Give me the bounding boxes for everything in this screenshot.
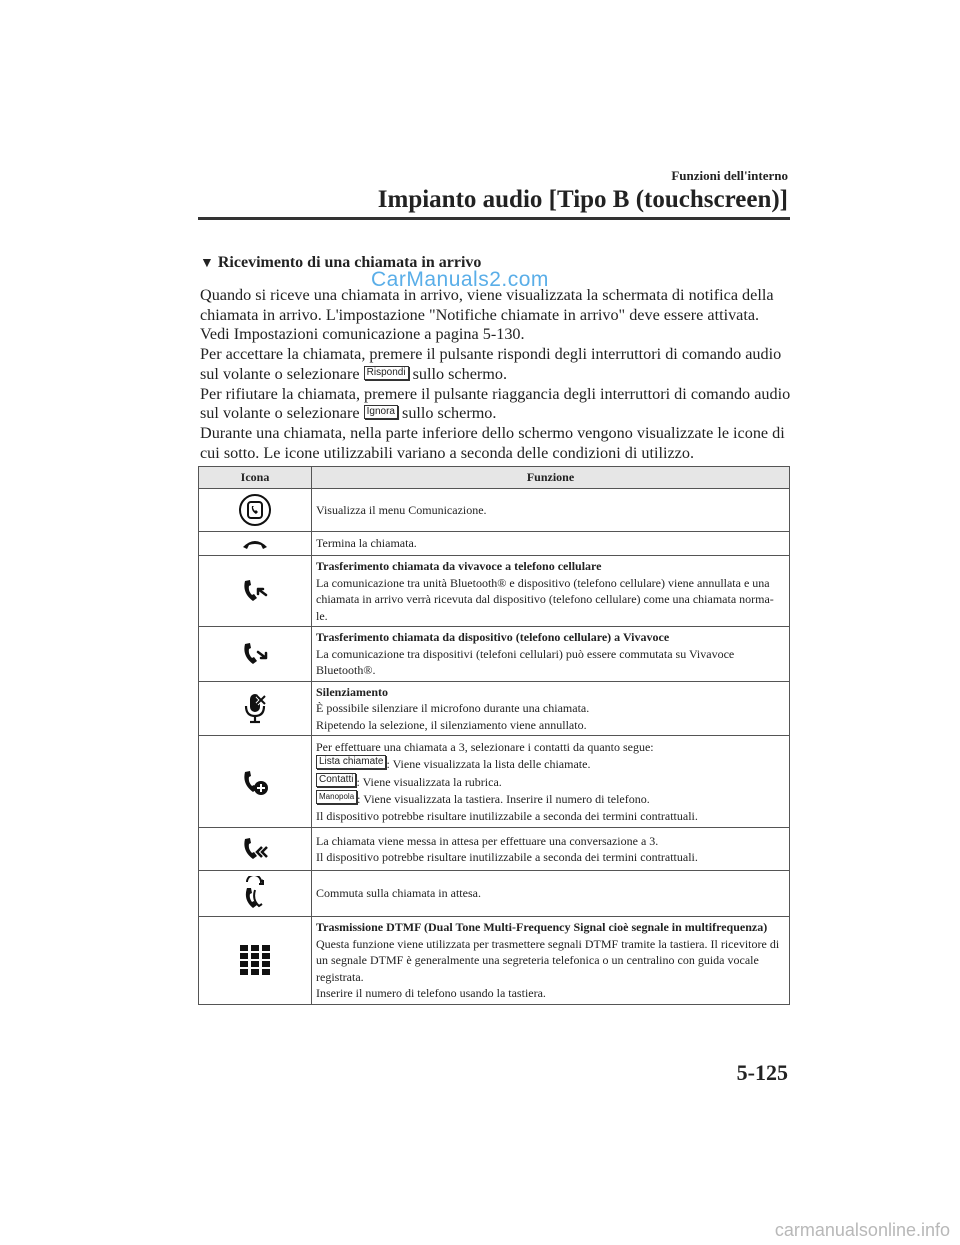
desc-line: un segnale DTMF è generalmente una segreteria telefonica o un centralino con guida vocale — [316, 953, 759, 967]
table-row — [199, 828, 790, 871]
contacts-button-graphic: Contatti — [316, 773, 356, 787]
desc-cell — [312, 627, 790, 682]
desc-line: Questa funzione viene utilizzata per trasmettere segnali DTMF tramite la tastiera. Il ricevitore di — [316, 936, 780, 951]
desc-title: Trasmissione DTMF (Dual Tone Multi-Frequency Signal cioè segnale in multifrequenza) — [316, 920, 768, 934]
desc-cell — [312, 489, 790, 532]
desc-line: Bluetooth®. — [316, 663, 376, 677]
ignore-button-graphic: Ignora — [364, 405, 398, 419]
triangle-bullet-icon: ▼ — [200, 256, 214, 271]
icon-cell — [199, 556, 312, 627]
line-text: : Viene visualizzata la lista delle chiamate. — [386, 757, 591, 772]
paragraph-line: cui sotto. Le icone utilizzabili variano a seconda delle condizioni di utilizzo. — [200, 443, 695, 462]
paragraph-line: Durante una chiamata, nella parte inferiore dello schermo vengono visualizzate le icone di — [200, 423, 785, 442]
footer-watermark: carmanualsonline.info — [774, 1220, 950, 1240]
line-text: : Viene visualizzata la tastiera. Inserire il numero di telefono. — [357, 792, 650, 807]
desc-cell — [312, 871, 790, 917]
col-function-header: Funzione — [312, 467, 790, 489]
page-number: 5-125 — [736, 1060, 788, 1085]
mute-microphone-icon — [242, 691, 268, 725]
section-name: Funzioni dell'interno — [671, 168, 788, 183]
desc-cell — [312, 828, 790, 871]
table-row — [199, 627, 790, 682]
desc-title: Trasferimento chiamata da vivavoce a telefono cellulare — [316, 559, 602, 573]
paragraph-line: chiamata in arrivo. L'impostazione "Notifiche chiamate in arrivo" deve essere attivata. — [200, 305, 760, 324]
table-row — [199, 917, 790, 1005]
line-text: sullo schermo. — [402, 404, 497, 423]
paragraph-line: Per rifiutare la chiamata, premere il pulsante riaggancia degli interruttori di comando audio — [200, 384, 791, 403]
icon-cell — [199, 627, 312, 682]
heading-text: Ricevimento di una chiamata in arrivo — [217, 254, 482, 271]
desc-line: La comunicazione tra dispositivi (telefoni cellulari) può essere commutata su Vivavoce — [316, 646, 735, 661]
page-title: Impianto audio [Tipo B (touchscreen)] — [377, 186, 788, 213]
phone-menu-icon — [238, 493, 272, 527]
desc-line: La comunicazione tra unità Bluetooth® e dispositivo (telefono cellulare) viene annullata e una — [316, 575, 770, 590]
desc-line: Il dispositivo potrebbe risultare inutilizzabile a seconda dei termini contrattuali. — [316, 850, 698, 864]
call-list-button-graphic: Lista chiamate — [316, 755, 386, 769]
desc-line — [316, 773, 785, 791]
icon-cell — [199, 917, 312, 1005]
desc-line: Inserire il numero di telefono usando la tastiera. — [316, 986, 546, 1000]
desc-line — [316, 755, 785, 773]
transfer-to-handsfree-icon — [239, 638, 271, 670]
icon-cell — [199, 532, 312, 556]
desc-text: Commuta sulla chiamata in attesa. — [316, 886, 481, 901]
intro-paragraph — [200, 286, 800, 463]
watermark: CarManuals2.com — [371, 268, 549, 291]
swap-call-icon — [239, 876, 271, 912]
paragraph-line: Quando si riceve una chiamata in arrivo, viene visualizzata la schermata di notifica della — [200, 286, 774, 304]
keypad-button-graphic: Manopola — [316, 790, 357, 804]
table-row — [199, 681, 790, 736]
desc-text: Termina la chiamata. — [316, 536, 417, 551]
answer-button-graphic: Rispondi — [364, 366, 409, 380]
line-text: sul volante o selezionare — [200, 364, 360, 383]
desc-title: Trasferimento chiamata da dispositivo (telefono cellulare) a Vivavoce — [316, 630, 670, 644]
table-header-row — [199, 467, 790, 489]
icon-cell — [199, 681, 312, 736]
line-text: : Viene visualizzata la rubrica. — [356, 774, 502, 789]
table-row — [199, 736, 790, 828]
table-row — [199, 489, 790, 532]
col-icon-header: Icona — [199, 467, 312, 489]
desc-cell — [312, 556, 790, 627]
desc-line: le. — [316, 608, 328, 623]
icon-cell — [199, 736, 312, 828]
desc-cell — [312, 736, 790, 828]
desc-text: Visualizza il menu Comunicazione. — [316, 502, 487, 517]
header-divider — [198, 217, 790, 220]
keypad-icon — [238, 943, 272, 977]
icon-cell — [199, 828, 312, 871]
function-table — [198, 466, 790, 1005]
paragraph-line — [200, 365, 800, 385]
desc-title: Silenziamento — [316, 684, 388, 699]
paragraph-line — [200, 404, 800, 424]
desc-line: La chiamata viene messa in attesa per effettuare una conversazione a 3. — [316, 833, 659, 848]
desc-line: È possibile silenziare il microfono durante una chiamata. — [316, 701, 590, 715]
paragraph-line: Vedi Impostazioni comunicazione a pagina 5-130. — [200, 325, 525, 344]
desc-line: registrata. — [316, 969, 364, 984]
desc-line — [316, 790, 785, 808]
desc-line: Ripetendo la selezione, il silenziamento viene annullato. — [316, 717, 587, 732]
desc-line: Il dispositivo potrebbe risultare inutilizzabile a seconda dei termini contrattuali. — [316, 808, 698, 823]
desc-cell — [312, 917, 790, 1005]
desc-cell — [312, 681, 790, 736]
desc-cell — [312, 532, 790, 556]
hang-up-icon — [240, 537, 270, 551]
icon-cell — [199, 871, 312, 917]
table-row — [199, 532, 790, 556]
icon-cell — [199, 489, 312, 532]
table-row — [199, 871, 790, 917]
paragraph-line: Per accettare la chiamata, premere il pulsante rispondi degli interruttori di comando audio — [200, 345, 782, 364]
desc-line: Per effettuare una chiamata a 3, selezionare i contatti da quanto segue: — [316, 739, 654, 754]
add-call-icon — [239, 766, 271, 798]
desc-line: chiamata in arrivo verrà ricevuta dal dispositivo (telefono cellulare) come una chiamata norma- — [316, 592, 774, 606]
transfer-to-phone-icon — [239, 575, 271, 607]
line-text: sul volante o selezionare — [200, 404, 360, 423]
line-text: sullo schermo. — [412, 364, 508, 383]
merge-calls-icon — [239, 833, 271, 865]
table-row — [199, 556, 790, 627]
